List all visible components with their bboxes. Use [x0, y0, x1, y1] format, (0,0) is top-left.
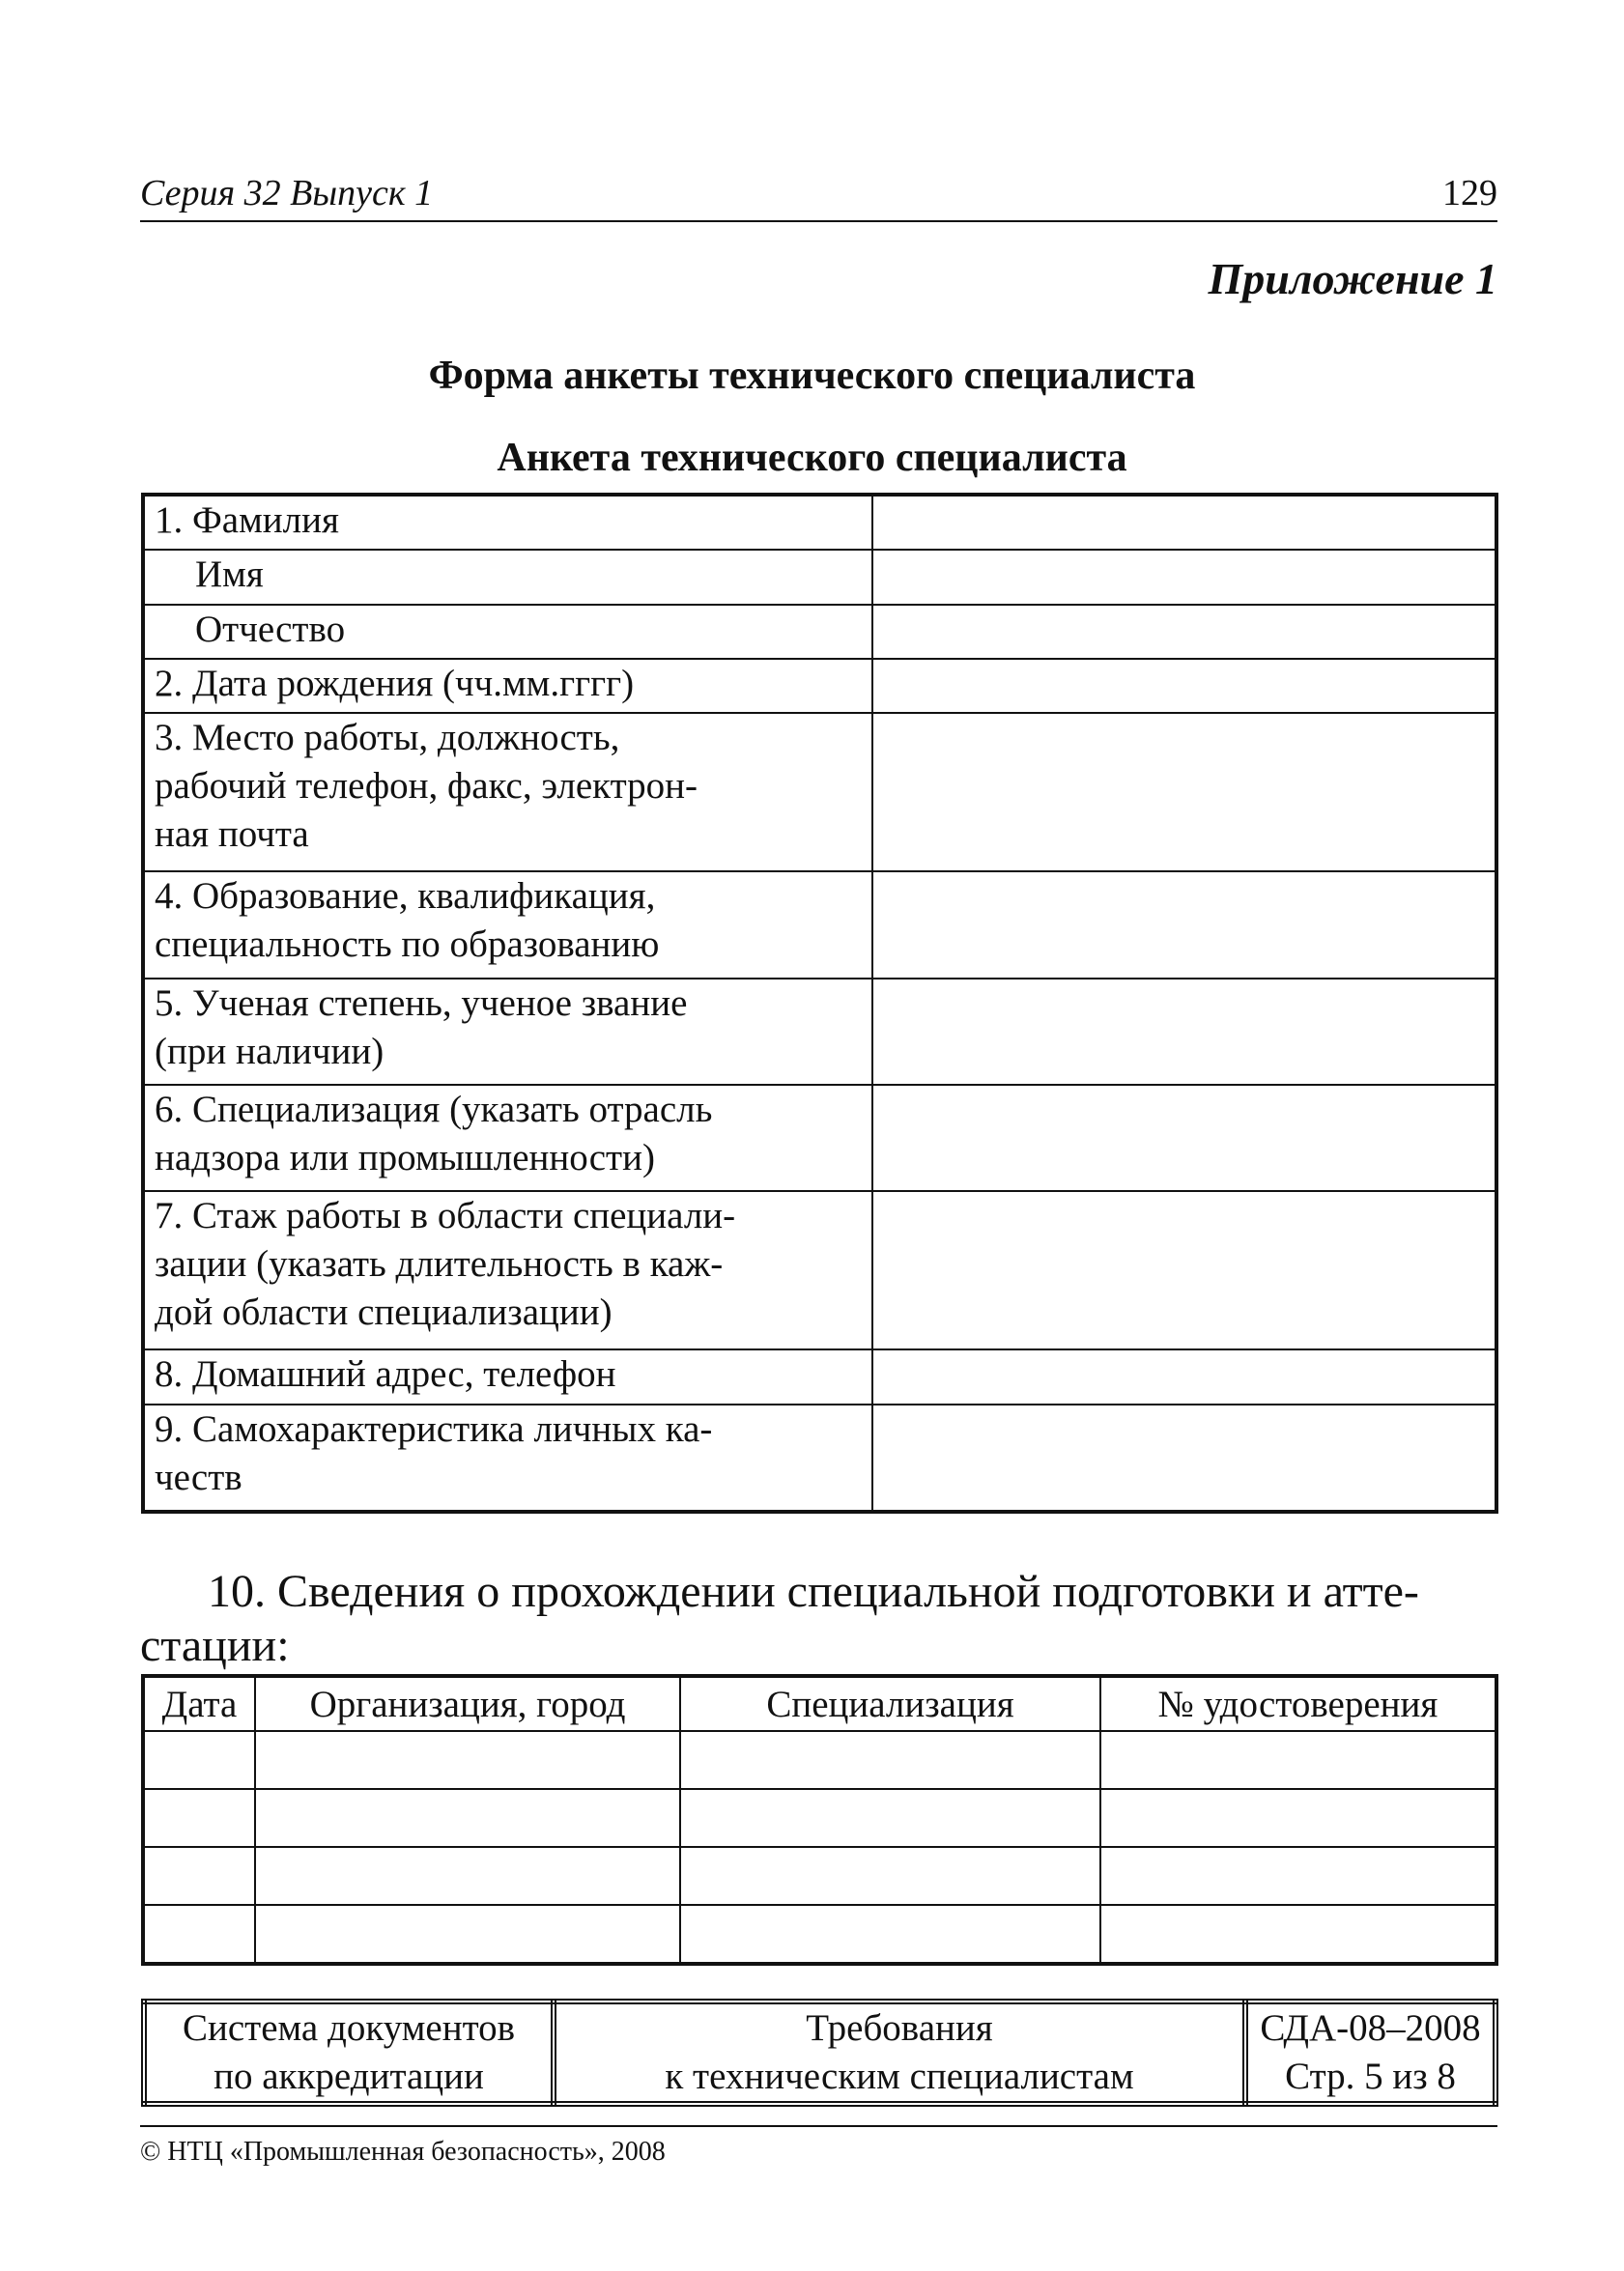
table-row — [143, 1731, 1496, 1789]
section-10-line: стации: — [140, 1620, 290, 1671]
col-header-date: Дата — [143, 1676, 255, 1731]
label-line: 9. Самохарактеристика личных ка- — [155, 1407, 713, 1450]
organization-cell[interactable] — [255, 1731, 680, 1789]
footer-line: Стр. 5 из 8 — [1285, 2056, 1456, 2097]
date-cell[interactable] — [143, 1789, 255, 1847]
table-row — [143, 979, 1496, 1085]
section-10-line: 10. Сведения о прохождении специальной подготовки и атте- — [208, 1566, 1419, 1617]
row-label — [143, 1085, 872, 1191]
header-rule — [140, 220, 1497, 222]
row-label — [143, 1405, 872, 1512]
answer-cell[interactable] — [872, 605, 1496, 659]
organization-cell[interactable] — [255, 1847, 680, 1905]
footer-line: Требования — [806, 2007, 993, 2049]
label-line: (при наличии) — [155, 1030, 385, 1072]
label-line: 8. Домашний адрес, телефон — [155, 1353, 616, 1396]
table-row — [143, 1789, 1496, 1847]
date-cell[interactable] — [143, 1731, 255, 1789]
answer-cell[interactable] — [872, 1349, 1496, 1404]
table-row — [143, 605, 1496, 659]
questionnaire-title: Анкета технического специалиста — [497, 436, 1127, 480]
row-label — [143, 605, 872, 659]
col-header-organization: Организация, город — [255, 1676, 680, 1731]
answer-cell[interactable] — [872, 871, 1496, 978]
answer-cell[interactable] — [872, 550, 1496, 604]
series-label: Серия 32 Выпуск 1 — [140, 173, 434, 213]
footer-requirements-cell — [554, 2001, 1245, 2104]
footer-line: Система документов — [182, 2007, 516, 2049]
label-line: Имя — [195, 554, 264, 596]
organization-cell[interactable] — [255, 1789, 680, 1847]
footer-rule — [140, 2125, 1497, 2127]
table-row — [143, 1349, 1496, 1404]
table-header-row — [143, 1676, 1496, 1731]
specialization-cell[interactable] — [680, 1905, 1100, 1964]
row-label — [143, 979, 872, 1085]
label-line: ная почта — [155, 812, 309, 855]
certificate-cell[interactable] — [1100, 1731, 1496, 1789]
footer-line: по аккредитации — [214, 2056, 484, 2097]
specialization-cell[interactable] — [680, 1789, 1100, 1847]
page-number: 129 — [1442, 173, 1497, 213]
col-header-certificate-number: № удостоверения — [1100, 1676, 1496, 1731]
footer-line: к техническим специалистам — [665, 2056, 1134, 2097]
label-line: специальность по образованию — [155, 923, 660, 966]
label-line: 4. Образование, квалификация, — [155, 875, 656, 918]
appendix-label: Приложение 1 — [1208, 254, 1497, 303]
label-line: зации (указать длительность в каж- — [155, 1243, 724, 1286]
table-row — [143, 550, 1496, 604]
form-title: Форма анкеты технического специалиста — [428, 354, 1196, 398]
table-row — [143, 871, 1496, 978]
certificate-cell[interactable] — [1100, 1847, 1496, 1905]
date-cell[interactable] — [143, 1905, 255, 1964]
footer-doc-code-cell — [1245, 2001, 1496, 2104]
answer-cell[interactable] — [872, 659, 1496, 713]
answer-cell[interactable] — [872, 1085, 1496, 1191]
table-row — [143, 1085, 1496, 1191]
date-cell[interactable] — [143, 1847, 255, 1905]
label-line: рабочий телефон, факс, электрон- — [155, 764, 698, 807]
footer-row — [144, 2001, 1496, 2104]
organization-cell[interactable] — [255, 1905, 680, 1964]
answer-cell[interactable] — [872, 1405, 1496, 1512]
footer-line: СДА-08–2008 — [1260, 2007, 1481, 2049]
label-line: 5. Ученая степень, ученое звание — [155, 981, 688, 1024]
questionnaire-table — [141, 493, 1498, 1514]
label-line: 7. Стаж работы в области специали- — [155, 1195, 736, 1237]
row-label — [143, 713, 872, 871]
table-row — [143, 1847, 1496, 1905]
table-row — [143, 1191, 1496, 1349]
table-row — [143, 1405, 1496, 1512]
row-label — [143, 1349, 872, 1404]
answer-cell[interactable] — [872, 495, 1496, 550]
certificate-cell[interactable] — [1100, 1905, 1496, 1964]
row-label — [143, 495, 872, 550]
specialization-cell[interactable] — [680, 1731, 1100, 1789]
answer-cell[interactable] — [872, 1191, 1496, 1349]
answer-cell[interactable] — [872, 713, 1496, 871]
table-row — [143, 713, 1496, 871]
section-10-text — [140, 1565, 1497, 1673]
specialization-cell[interactable] — [680, 1847, 1100, 1905]
label-line: 2. Дата рождения (чч.мм.гггг) — [155, 662, 635, 704]
copyright-notice: © НТЦ «Промышленная безопасность», 2008 — [140, 2137, 666, 2167]
footer-system-cell — [144, 2001, 554, 2104]
label-line: надзора или промышленности) — [155, 1136, 655, 1178]
answer-cell[interactable] — [872, 979, 1496, 1085]
row-label — [143, 550, 872, 604]
label-line: 1. Фамилия — [155, 499, 339, 541]
label-line: честв — [155, 1456, 242, 1498]
col-header-specialization: Специализация — [680, 1676, 1100, 1731]
label-line: Отчество — [195, 608, 346, 650]
document-footer-box — [141, 1999, 1498, 2107]
table-row — [143, 1905, 1496, 1964]
row-label — [143, 871, 872, 978]
certificate-cell[interactable] — [1100, 1789, 1496, 1847]
label-line: дой области специализации) — [155, 1292, 613, 1334]
label-line: 6. Специализация (указать отрасль — [155, 1088, 713, 1130]
row-label — [143, 1191, 872, 1349]
table-row — [143, 659, 1496, 713]
certification-table — [141, 1674, 1498, 1966]
label-line: 3. Место работы, должность, — [155, 716, 620, 758]
table-row — [143, 495, 1496, 550]
row-label — [143, 659, 872, 713]
